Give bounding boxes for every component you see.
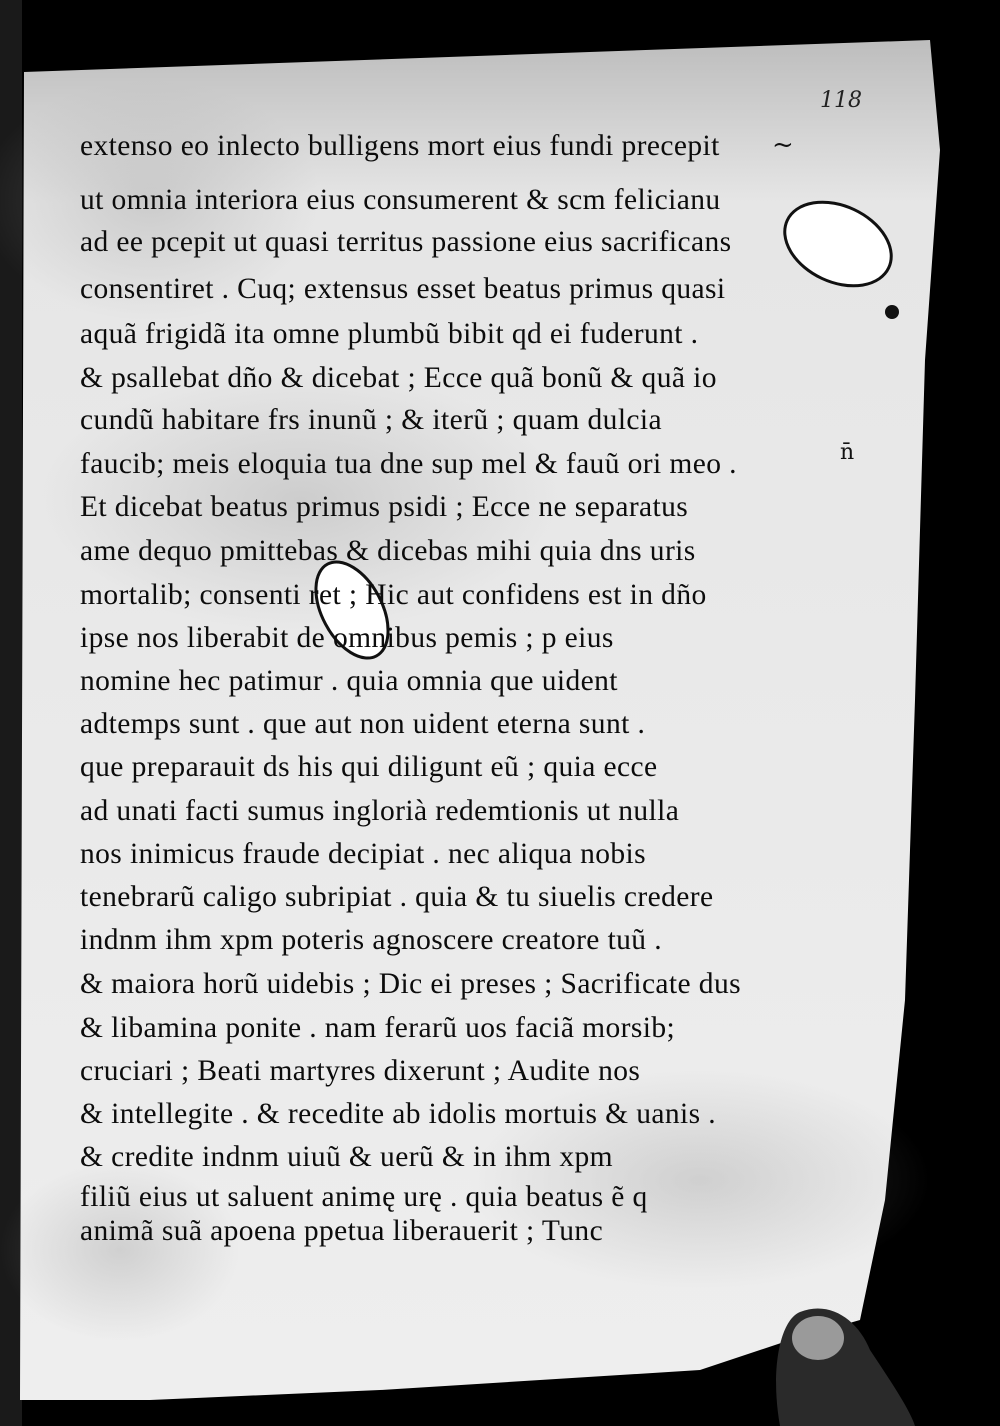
text-line: tenebrarũ caligo subripiat . quia & tu siuelis credere — [80, 881, 714, 913]
text-line: ad unati facti sumus inglorià redemtionis ut nulla — [80, 795, 680, 827]
text-line: & intellegite . & recedite ab idolis mortuis & uanis . — [80, 1098, 717, 1130]
text-line: filiũ eius ut saluent animę urę . quia beatus ẽ q — [80, 1181, 648, 1213]
text-line: aquã frigidã ita omne plumbũ bibit qd ei fuderunt . — [80, 318, 699, 350]
text-line: nos inimicus fraude decipiat . nec aliqua nobis — [80, 838, 647, 870]
text-line: consentiret . Cuq; extensus esset beatus primus quasi — [80, 273, 726, 305]
text-line: & libamina ponite . nam ferarũ uos faciã morsib; — [80, 1012, 676, 1044]
text-line: faucib; meis eloquia tua dne sup mel & fauũ ori meo . — [80, 448, 737, 480]
text-line: adtemps sunt . que aut non uident eterna sunt . — [80, 708, 646, 740]
thumbnail — [792, 1316, 844, 1360]
text-line: ut omnia interiora eius consumerent & scm felicianu — [80, 184, 721, 216]
folio-number: 118 — [820, 88, 862, 113]
text-line: indnm ihm xpm poteris agnoscere creatore tuũ . — [80, 924, 663, 956]
text-line: ad ee pcepit ut quasi territus passione eius sacrificans — [80, 226, 732, 258]
text-line: & psallebat dño & dicebat ; Ecce quã bonũ & quã io — [80, 362, 717, 394]
text-line: nomine hec patimur . quia omnia que uident — [80, 665, 618, 697]
text-line: cundũ habitare frs inunũ ; & iterũ ; quam dulcia — [80, 404, 663, 436]
text-line: cruciari ; Beati martyres dixerunt ; Audite nos — [80, 1055, 641, 1087]
text-line: que preparauit ds his qui diligunt eũ ; quia ecce — [80, 751, 658, 783]
ink-dot — [885, 305, 899, 319]
text-line: animã suã apoena ppetua liberauerit ; Tunc — [80, 1215, 604, 1247]
text-line: Et dicebat beatus primus psidi ; Ecce ne separatus — [80, 491, 689, 523]
text-line: & credite indnm uiuũ & uerũ & in ihm xpm — [80, 1141, 613, 1173]
text-line: mortalib; consenti ret ; Hic aut confidens est in dño — [80, 579, 707, 611]
text-line: extenso eo inlecto bulligens mort eius fundi precepit — [80, 130, 720, 162]
text-line: ipse nos liberabit de omnibus pemis ; p eius — [80, 622, 614, 654]
text-line: ame dequo pmittebas & dicebas mihi quia dns uris — [80, 535, 696, 567]
margin-mark: n̄ — [840, 440, 855, 465]
text-line: & maiora horũ uidebis ; Dic ei preses ; Sacrificate dus — [80, 968, 741, 1000]
margin-mark: ~ — [772, 130, 794, 160]
